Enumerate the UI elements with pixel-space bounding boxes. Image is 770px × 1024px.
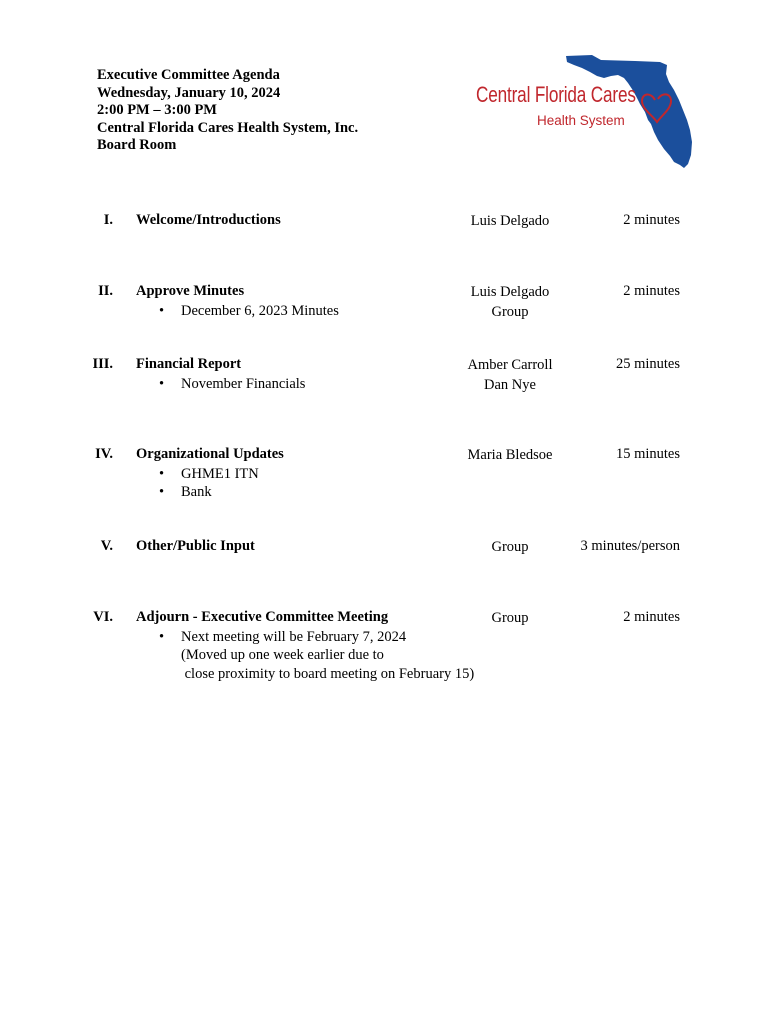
bullet-point bbox=[159, 302, 339, 321]
logo-subtitle: Health System bbox=[537, 113, 625, 128]
item-presenters bbox=[450, 446, 570, 466]
bullet-text: Bank bbox=[181, 484, 212, 500]
item-presenters bbox=[450, 212, 570, 232]
bullet-text: December 6, 2023 Minutes bbox=[181, 302, 339, 319]
header-time: 2:00 PM – 3:00 PM bbox=[97, 102, 217, 119]
bullet-dot-icon: • bbox=[159, 302, 165, 319]
presenter-name: Amber Carroll bbox=[467, 357, 553, 373]
organization-logo bbox=[470, 52, 695, 172]
bullet-dot-icon: • bbox=[159, 465, 165, 482]
presenter-name: Maria Bledsoe bbox=[467, 447, 553, 463]
bullet-point bbox=[159, 465, 259, 484]
presenter-name: Group bbox=[491, 539, 529, 555]
bullet-text: GHME1 ITN bbox=[181, 465, 259, 482]
item-bullets bbox=[159, 375, 305, 394]
item-presenters bbox=[450, 283, 570, 322]
florida-map-icon bbox=[470, 52, 695, 172]
bullet-text: Next meeting will be February 7, 2024 bbox=[181, 628, 407, 645]
presenter-name: Group bbox=[491, 303, 529, 320]
presenter-name: Luis Delgado bbox=[470, 213, 550, 229]
agenda-header bbox=[97, 67, 358, 155]
item-title: Welcome/Introductions bbox=[136, 212, 281, 228]
bullet-note: close proximity to board meeting on February 15) bbox=[181, 665, 475, 682]
item-presenters bbox=[450, 356, 570, 395]
item-time: 2 minutes bbox=[623, 212, 680, 228]
bullet-dot-icon: • bbox=[159, 375, 165, 392]
item-number: IV. bbox=[95, 446, 113, 462]
presenter-name: Dan Nye bbox=[484, 376, 536, 393]
item-time: 15 minutes bbox=[615, 446, 680, 462]
bullet-note: (Moved up one week earlier due to bbox=[181, 647, 384, 663]
logo-title: Central Florida Cares bbox=[476, 82, 636, 107]
item-title: Adjourn - Executive Committee Meeting bbox=[136, 609, 389, 625]
item-bullets bbox=[159, 465, 259, 502]
bullet-point bbox=[159, 375, 305, 394]
item-title: Other/Public Input bbox=[136, 538, 255, 554]
item-presenters bbox=[450, 538, 570, 558]
item-time: 3 minutes/person bbox=[580, 538, 680, 554]
item-time: 25 minutes bbox=[615, 356, 680, 372]
bullet-text: November Financials bbox=[181, 375, 306, 392]
item-number: III. bbox=[92, 356, 113, 372]
bullet-point bbox=[159, 628, 474, 647]
header-organization: Central Florida Cares Health System, Inc. bbox=[97, 119, 359, 136]
bullet-dot-icon: • bbox=[159, 628, 165, 645]
bullet-dot-icon: • bbox=[159, 484, 165, 500]
presenter-name: Luis Delgado bbox=[470, 284, 550, 300]
header-title: Executive Committee Agenda bbox=[97, 67, 280, 83]
item-number: I. bbox=[103, 212, 113, 228]
item-number: V. bbox=[100, 538, 113, 554]
item-title: Financial Report bbox=[136, 356, 242, 372]
item-time: 2 minutes bbox=[623, 283, 680, 299]
presenter-name: Group bbox=[491, 610, 529, 626]
item-title: Approve Minutes bbox=[136, 283, 245, 299]
item-number: VI. bbox=[93, 609, 113, 625]
item-number: II. bbox=[98, 283, 113, 299]
item-title: Organizational Updates bbox=[136, 446, 284, 462]
item-time: 2 minutes bbox=[623, 609, 680, 625]
item-bullets bbox=[159, 302, 339, 321]
item-bullets bbox=[159, 628, 474, 684]
item-presenters bbox=[450, 609, 570, 629]
header-location: Board Room bbox=[97, 137, 177, 154]
bullet-point bbox=[159, 483, 259, 502]
header-date: Wednesday, January 10, 2024 bbox=[97, 84, 281, 101]
